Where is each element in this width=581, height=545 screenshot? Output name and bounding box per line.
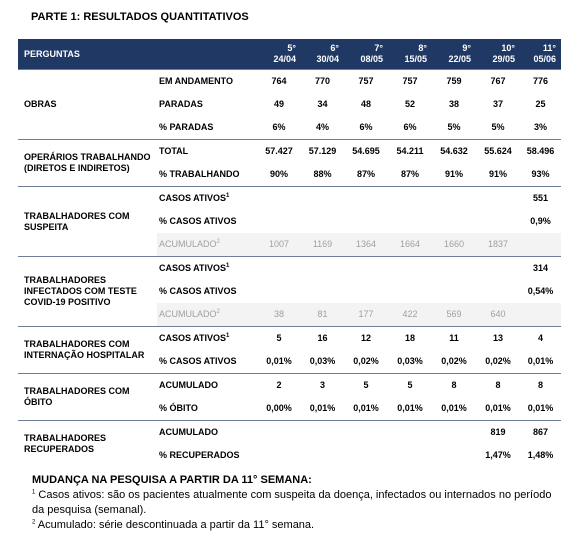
week-header xyxy=(520,39,561,70)
row-label xyxy=(157,93,257,116)
week-date: 29/05 xyxy=(492,54,515,64)
table-cell: 0,03% xyxy=(309,356,336,366)
table-cell xyxy=(301,210,344,233)
table-cell: 54.695 xyxy=(344,140,388,164)
table-cell: 757 xyxy=(388,70,432,94)
table-cell: 0,9% xyxy=(530,216,551,226)
table-cell: 37 xyxy=(492,99,503,109)
row-label-text: % RECUPERADOS xyxy=(159,450,240,460)
week-header xyxy=(432,39,476,70)
table-cell xyxy=(388,280,432,303)
table-cell xyxy=(432,187,476,211)
week-number: 6° xyxy=(330,43,339,53)
table-cell xyxy=(476,210,520,233)
table-cell: 57.129 xyxy=(301,140,344,164)
table-cell xyxy=(257,421,301,445)
table-cell xyxy=(257,210,301,233)
row-label xyxy=(157,303,257,327)
table-cell: 88% xyxy=(313,169,332,179)
table-cell: 54.632 xyxy=(432,140,476,164)
table-cell xyxy=(432,444,476,467)
table-body xyxy=(18,70,561,468)
week-date: 24/04 xyxy=(273,54,296,64)
table-row xyxy=(18,374,561,398)
table-cell: 3 xyxy=(301,374,344,398)
table-cell: 314 xyxy=(520,257,561,281)
table-cell xyxy=(301,421,344,445)
table-cell: 177 xyxy=(344,303,388,327)
footnote-marker: 2 xyxy=(216,239,220,245)
table-cell: 13 xyxy=(476,327,520,351)
category-label: OPERÁRIOS TRABALHANDO (DIRETOS E INDIRETOS) xyxy=(18,140,157,187)
table-cell: 87% xyxy=(356,169,375,179)
table-cell: 551 xyxy=(520,187,561,211)
row-label xyxy=(157,280,257,303)
table-cell: 0,01% xyxy=(397,403,423,413)
table-cell: 0,00% xyxy=(266,403,292,413)
table-cell xyxy=(432,421,476,445)
notes-heading: MUDANÇA NA PESQUISA A PARTIR DA 11° SEMANA: xyxy=(32,474,312,486)
table-row xyxy=(18,140,561,164)
table-cell: 25 xyxy=(535,99,546,109)
table-cell: 0,01% xyxy=(441,403,467,413)
category-label: TRABALHADORES COM INTERNAÇÃO HOSPITALAR xyxy=(18,327,157,374)
table-cell: 1,47% xyxy=(485,450,511,460)
row-label-text: % CASOS ATIVOS xyxy=(159,286,237,296)
footnote-marker: 2 xyxy=(216,309,220,315)
table-cell: 2 xyxy=(257,374,301,398)
row-label-text: ACUMULADO xyxy=(159,309,217,319)
row-label xyxy=(157,327,257,351)
table-cell: 1660 xyxy=(432,233,476,257)
row-label xyxy=(157,397,257,421)
week-header xyxy=(344,39,388,70)
table-cell xyxy=(344,187,388,211)
notes-list xyxy=(32,488,562,533)
category-label: TRABALHADORES COM ÓBITO xyxy=(18,374,157,421)
table-cell: 1664 xyxy=(388,233,432,257)
note-item xyxy=(32,518,562,533)
week-number: 5° xyxy=(287,43,296,53)
week-date: 05/06 xyxy=(533,54,556,64)
table-cell: 0,01% xyxy=(266,356,292,366)
table-cell: 91% xyxy=(444,169,463,179)
row-label-text: ACUMULADO xyxy=(159,427,218,437)
row-label-text: TOTAL xyxy=(159,146,189,156)
table-cell: 759 xyxy=(432,70,476,94)
table-cell: 767 xyxy=(476,70,520,94)
questions-header: PERGUNTAS xyxy=(18,39,257,70)
table-cell xyxy=(432,210,476,233)
row-label xyxy=(157,233,257,257)
table-cell: 0,01% xyxy=(527,356,554,366)
week-number: 11° xyxy=(542,43,556,53)
table-cell: 91% xyxy=(488,169,507,179)
row-label xyxy=(157,187,257,211)
table-cell xyxy=(388,187,432,211)
week-date: 30/04 xyxy=(316,54,339,64)
row-label-text: % CASOS ATIVOS xyxy=(159,216,237,226)
table-cell: 5% xyxy=(447,122,461,132)
table-row xyxy=(18,70,561,94)
table-cell xyxy=(344,444,388,467)
table-cell: 0,02% xyxy=(441,356,467,366)
row-label-text: PARADAS xyxy=(159,99,203,109)
table-row xyxy=(18,257,561,281)
table-cell: 12 xyxy=(344,327,388,351)
week-header xyxy=(476,39,520,70)
week-date: 22/05 xyxy=(448,54,471,64)
row-label-text: EM ANDAMENTO xyxy=(159,76,233,86)
row-label-text: % CASOS ATIVOS xyxy=(159,356,237,366)
table-cell: 1,48% xyxy=(527,450,554,460)
week-header xyxy=(388,39,432,70)
table-row xyxy=(18,187,561,211)
table-cell: 1837 xyxy=(476,233,520,257)
category-label: TRABALHADORES INFECTADOS COM TESTE COVID-19 POSITIVO xyxy=(18,257,157,327)
footnote-marker: 1 xyxy=(32,489,36,496)
note-text: Acumulado: série descontinuada a partir da 11° semana. xyxy=(35,519,315,531)
table-cell: 764 xyxy=(257,70,301,94)
table-row xyxy=(18,421,561,445)
table-header xyxy=(18,39,561,70)
table-cell: 54.211 xyxy=(388,140,432,164)
table-cell: 640 xyxy=(476,303,520,327)
table-cell: 4 xyxy=(520,327,561,351)
footnote-marker: 1 xyxy=(226,193,230,199)
table-cell: 52 xyxy=(404,99,415,109)
row-label xyxy=(157,421,257,445)
table-cell: 0,01% xyxy=(353,403,379,413)
category-label: TRABALHADORES RECUPERADOS xyxy=(18,421,157,468)
page-title: PARTE 1: RESULTADOS QUANTITATIVOS xyxy=(31,11,249,23)
notes-section xyxy=(32,473,562,533)
table-cell: 1169 xyxy=(301,233,344,257)
table-cell: 38 xyxy=(448,99,459,109)
week-date: 08/05 xyxy=(360,54,383,64)
table-cell: 58.496 xyxy=(520,140,561,164)
week-header xyxy=(301,39,344,70)
week-number: 9° xyxy=(462,43,471,53)
note-text: Casos ativos: são os pacientes atualmente com suspeita da doença, infectados ou internados no período da pesquisa (semanal). xyxy=(32,489,552,516)
table-cell xyxy=(257,280,301,303)
row-label-text: ACUMULADO xyxy=(159,380,218,390)
table-cell xyxy=(388,421,432,445)
table-cell xyxy=(301,280,344,303)
table-cell xyxy=(476,187,520,211)
table-cell: 8 xyxy=(476,374,520,398)
table-cell: 4% xyxy=(315,122,329,132)
table-cell xyxy=(388,210,432,233)
table-cell: 819 xyxy=(476,421,520,445)
row-label xyxy=(157,257,257,281)
table-cell: 16 xyxy=(301,327,344,351)
row-label xyxy=(157,444,257,467)
row-label xyxy=(157,116,257,140)
table-cell: 38 xyxy=(257,303,301,327)
week-number: 7° xyxy=(374,43,383,53)
footnote-marker: 2 xyxy=(32,519,36,526)
table-cell: 0,01% xyxy=(485,403,511,413)
table-cell: 5% xyxy=(491,122,505,132)
note-item xyxy=(32,488,562,518)
table-cell: 5 xyxy=(257,327,301,351)
table-cell: 8 xyxy=(432,374,476,398)
table-cell: 0,02% xyxy=(353,356,379,366)
table-cell xyxy=(301,444,344,467)
row-label-text: CASOS ATIVOS xyxy=(159,193,227,203)
table-cell: 55.624 xyxy=(476,140,520,164)
table-cell xyxy=(520,233,561,257)
table-cell: 5 xyxy=(344,374,388,398)
table-cell: 1007 xyxy=(257,233,301,257)
table-cell xyxy=(344,280,388,303)
category-label: TRABALHADORES COM SUSPEITA xyxy=(18,187,157,257)
row-label xyxy=(157,210,257,233)
table-cell xyxy=(344,257,388,281)
table-cell xyxy=(344,210,388,233)
table-cell: 6% xyxy=(359,122,373,132)
row-label xyxy=(157,350,257,374)
table-cell xyxy=(257,187,301,211)
table-cell: 87% xyxy=(400,169,419,179)
row-label-text: CASOS ATIVOS xyxy=(159,263,227,273)
table-cell xyxy=(257,257,301,281)
table-cell: 6% xyxy=(272,122,286,132)
table-cell: 5 xyxy=(388,374,432,398)
row-label xyxy=(157,374,257,398)
table-cell xyxy=(432,280,476,303)
table-cell xyxy=(476,280,520,303)
table-cell: 48 xyxy=(360,99,371,109)
table-cell: 422 xyxy=(388,303,432,327)
table-cell: 867 xyxy=(520,421,561,445)
week-number: 8° xyxy=(418,43,427,53)
row-label xyxy=(157,140,257,164)
table-cell: 57.427 xyxy=(257,140,301,164)
table-cell: 0,03% xyxy=(397,356,423,366)
week-number: 10° xyxy=(501,43,515,53)
table-cell: 776 xyxy=(520,70,561,94)
footnote-marker: 1 xyxy=(226,263,230,269)
row-label xyxy=(157,70,257,94)
table-cell: 18 xyxy=(388,327,432,351)
category-label: OBRAS xyxy=(18,70,157,140)
table-cell: 81 xyxy=(301,303,344,327)
row-label-text: % TRABALHANDO xyxy=(159,169,240,179)
table-cell: 11 xyxy=(432,327,476,351)
row-label-text: CASOS ATIVOS xyxy=(159,333,227,343)
table-cell xyxy=(432,257,476,281)
table-cell: 90% xyxy=(269,169,288,179)
row-label-text: % ÓBITO xyxy=(159,403,198,413)
table-cell: 6% xyxy=(403,122,417,132)
row-label-text: ACUMULADO xyxy=(159,239,217,249)
table-cell xyxy=(344,421,388,445)
table-cell: 49 xyxy=(273,99,284,109)
table-cell xyxy=(520,303,561,327)
table-cell: 93% xyxy=(531,169,550,179)
table-cell: 0,01% xyxy=(527,403,554,413)
table-cell: 34 xyxy=(317,99,328,109)
week-date: 15/05 xyxy=(404,54,427,64)
table-cell: 3% xyxy=(533,122,547,132)
results-table xyxy=(18,39,561,467)
table-cell: 0,01% xyxy=(309,403,336,413)
week-header xyxy=(257,39,301,70)
table-cell xyxy=(301,187,344,211)
table-cell xyxy=(476,257,520,281)
table-row xyxy=(18,327,561,351)
table-cell xyxy=(388,444,432,467)
table-cell: 8 xyxy=(520,374,561,398)
row-label xyxy=(157,163,257,187)
table-cell xyxy=(301,257,344,281)
row-label-text: % PARADAS xyxy=(159,122,214,132)
table-cell: 770 xyxy=(301,70,344,94)
table-cell xyxy=(388,257,432,281)
footnote-marker: 1 xyxy=(226,333,230,339)
table-cell: 757 xyxy=(344,70,388,94)
table-cell: 569 xyxy=(432,303,476,327)
table-cell: 0,54% xyxy=(527,286,554,296)
table-cell: 1364 xyxy=(344,233,388,257)
table-cell xyxy=(257,444,301,467)
table-cell: 0,02% xyxy=(485,356,511,366)
